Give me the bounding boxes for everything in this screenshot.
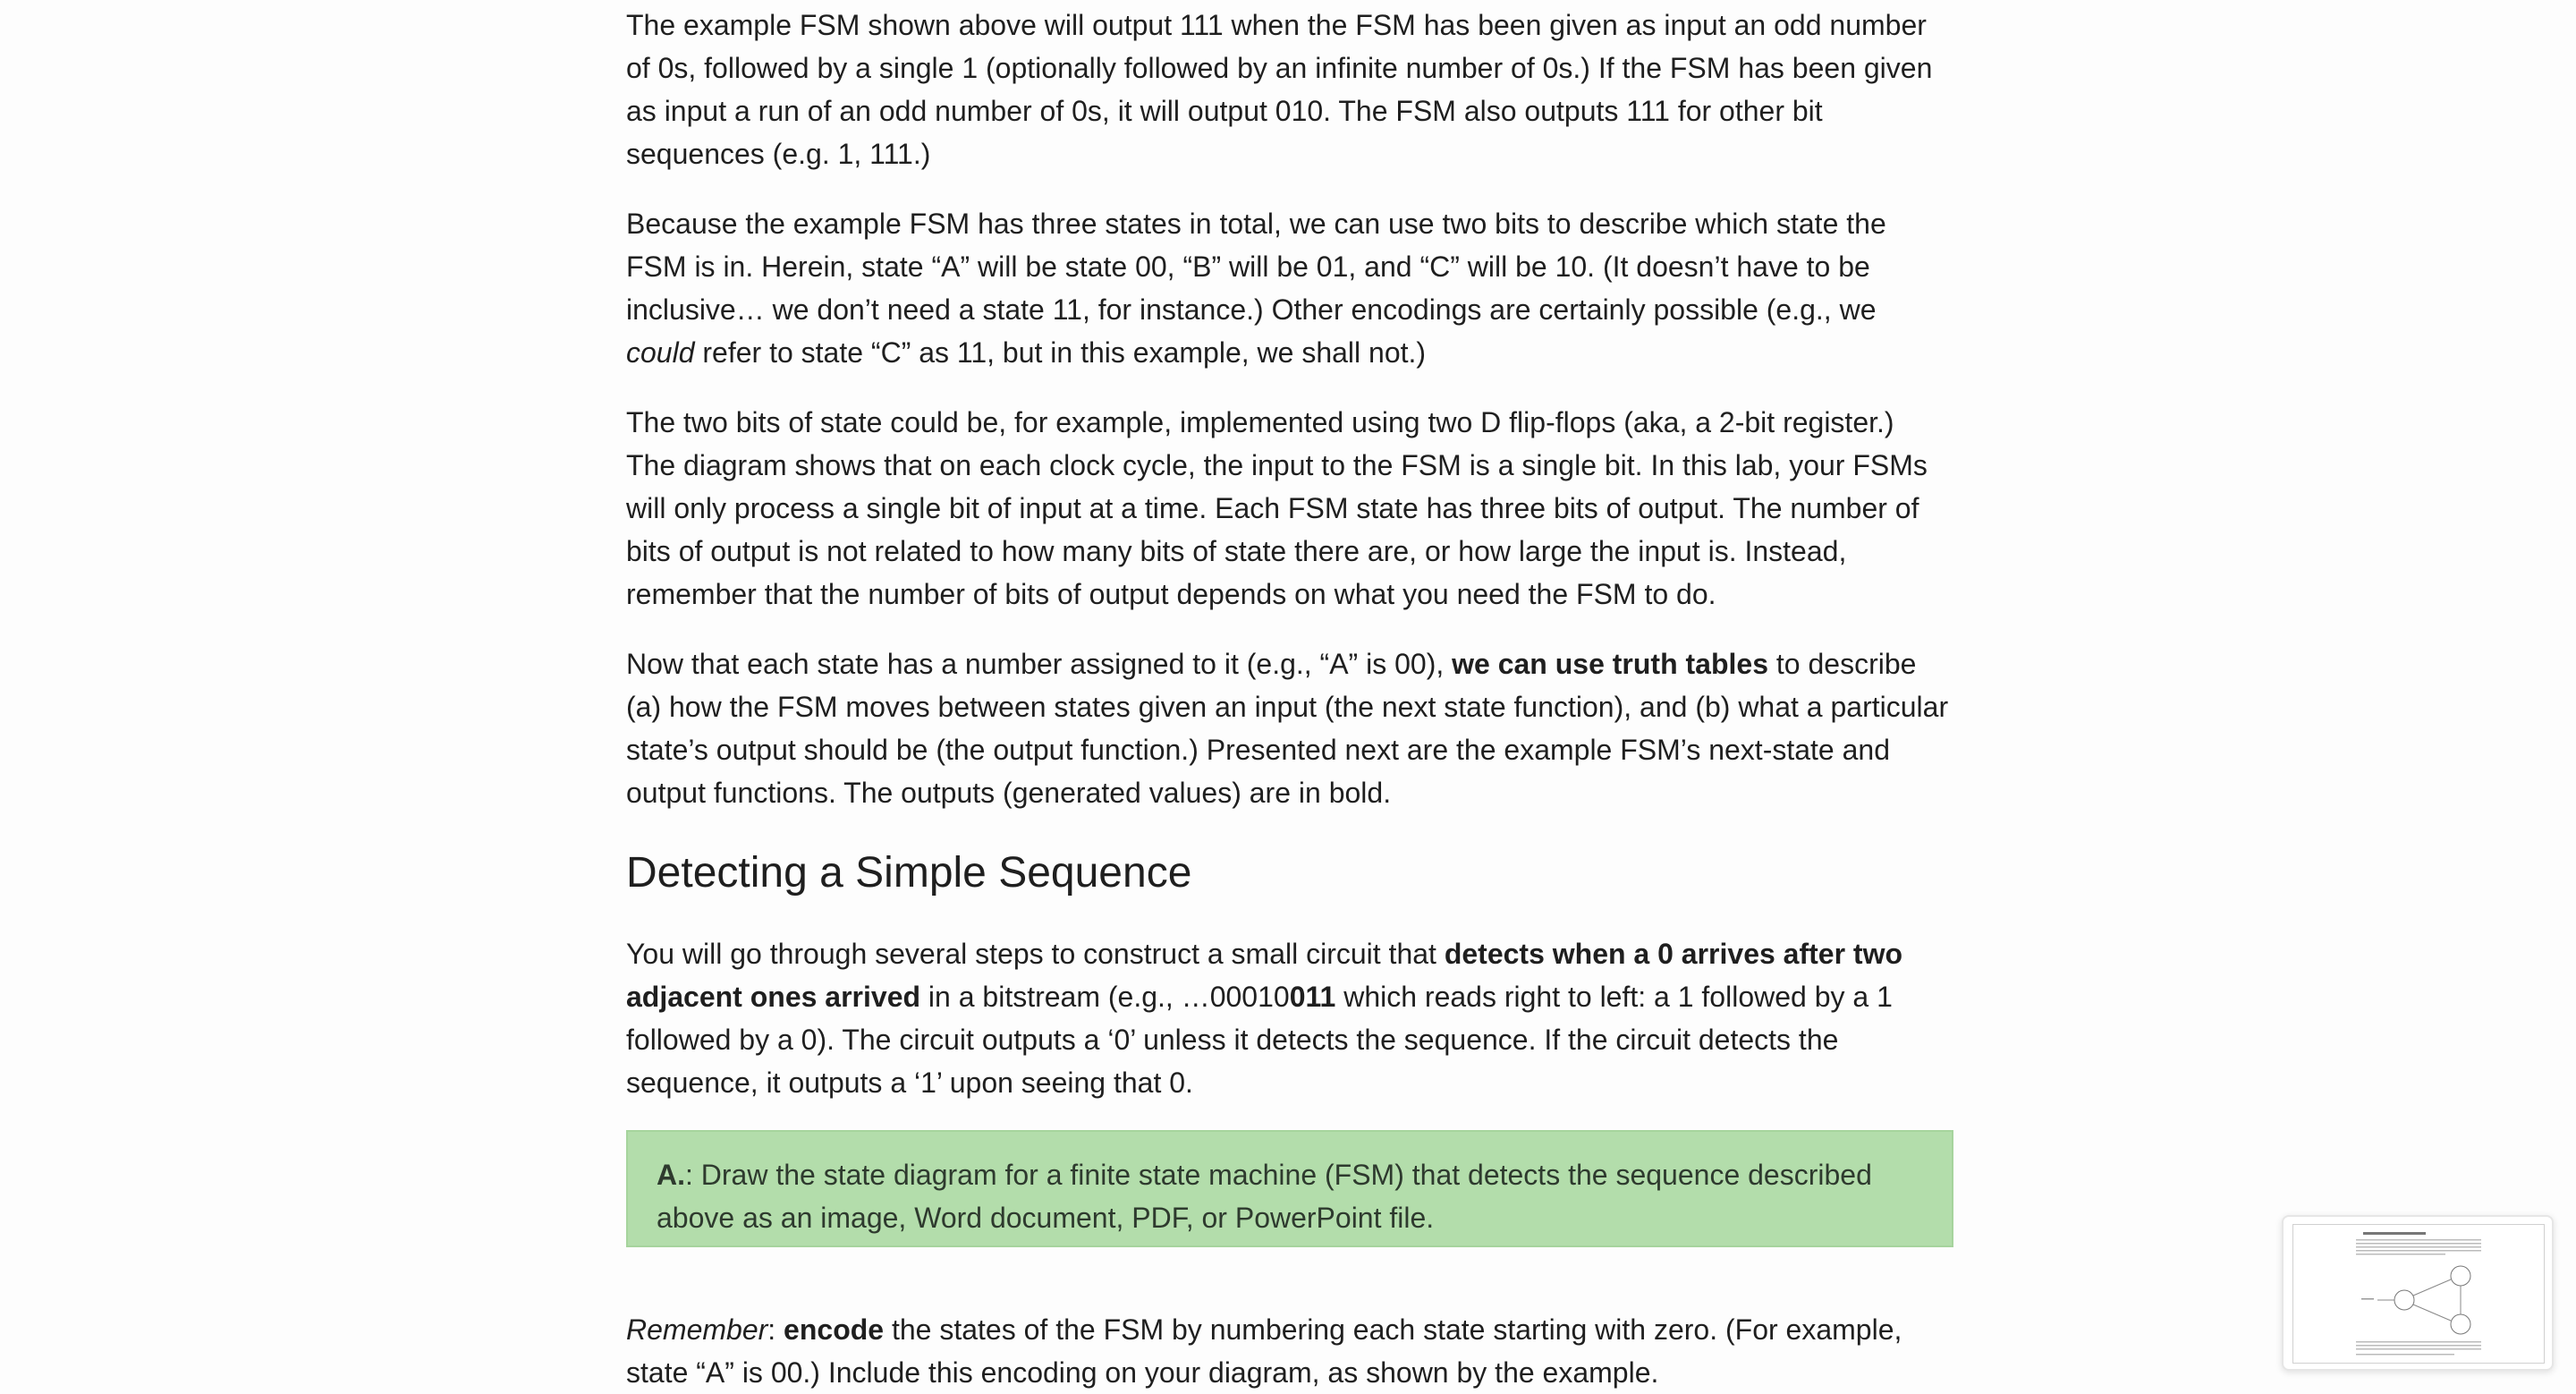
page-thumbnail[interactable] [2282, 1215, 2554, 1371]
paragraph-sequence-description [626, 932, 1950, 1104]
paragraph-fsm-output: The example FSM shown above will output 111 when the FSM has been given as input an odd number of 0s, followed by a single 1 (optionally followed by an infinite number of 0s.) If the FSM has been given as input a run of an odd number of 0s, it will output 010. The FSM also outputs 111 for other bit sequences (e.g. 1, 111.) [626, 9, 1933, 170]
text-span: to describe (a) how the FSM moves between states given an input (the next state function), and (b) what a particular state’s output should be (the output function.) Presented next are the example FSM’s next-state and output functions. The outputs (generated values) are in bold. [626, 648, 1949, 809]
text-span: : Draw the state diagram for a finite state machine (FSM) that detects the sequence described above as an image, Word document, PDF, or PowerPoint file. [657, 1159, 1872, 1234]
bold-text: detects when a 0 arrives after two adjacent ones arrived [626, 938, 1903, 1013]
section-heading: Detecting a Simple Sequence [626, 849, 1192, 897]
text-span: refer to state “C” as 11, but in this example, we shall not.) [694, 336, 1427, 369]
text-span: which reads right to left: a 1 followed by a 1 followed by a 0). The circuit outputs a ‘0’ unless it detects the sequence. If the circuit detects the sequence, it outputs a ‘1’ upon seeing that 0. [626, 981, 1893, 1099]
text-span: the states of the FSM by numbering each state starting with zero. (For example, state “A” is 00.) Include this encoding on your diagram, as shown by the example. [626, 1313, 1902, 1389]
text-span: You will go through several steps to construct a small circuit that [626, 938, 1445, 970]
paragraph-state-encoding [626, 202, 1950, 374]
text-span: : [767, 1313, 784, 1346]
paragraph-flip-flops: The two bits of state could be, for example, implemented using two D flip-flops (aka, a 2-bit register.) The diagram shows that on each clock cycle, the input to the FSM is a single bit. In this lab, your FSMs will only process a single bit of input at a time. Each FSM state has three bits of output. The number of bits of output is not related to how many bits of state there are, or how large the input is. Instead, remember that the number of bits of output depends on what you need the FSM to do. [626, 406, 1928, 610]
bold-text: 011 [1289, 981, 1336, 1013]
bold-text: we can use truth tables [1452, 648, 1768, 680]
task-callout [626, 1130, 1953, 1247]
bold-text: encode [784, 1313, 885, 1346]
callout-text [657, 1153, 1923, 1239]
paragraph-truth-tables [626, 642, 1950, 814]
text-span: in a bitstream (e.g., …00010 [920, 981, 1290, 1013]
paragraph-remember [626, 1308, 1950, 1394]
callout-label: A. [657, 1159, 685, 1191]
italic-text: could [626, 336, 695, 369]
text-span: Because the example FSM has three states in total, we can use two bits to describe which state the FSM is in. Herein, state “A” will be state 00, “B” will be 01, and “C” will be 10. (It doesn’t have to be inclusive… we don’t need a state 11, for instance.) Other encodings are certainly possible (e.g., we [626, 208, 1886, 326]
thumbnail-diagram-icon [2293, 1225, 2544, 1363]
italic-text: Remember [626, 1313, 768, 1346]
thumbnail-preview [2292, 1224, 2545, 1364]
text-span: Now that each state has a number assigned to it (e.g., “A” is 00), [626, 648, 1453, 680]
